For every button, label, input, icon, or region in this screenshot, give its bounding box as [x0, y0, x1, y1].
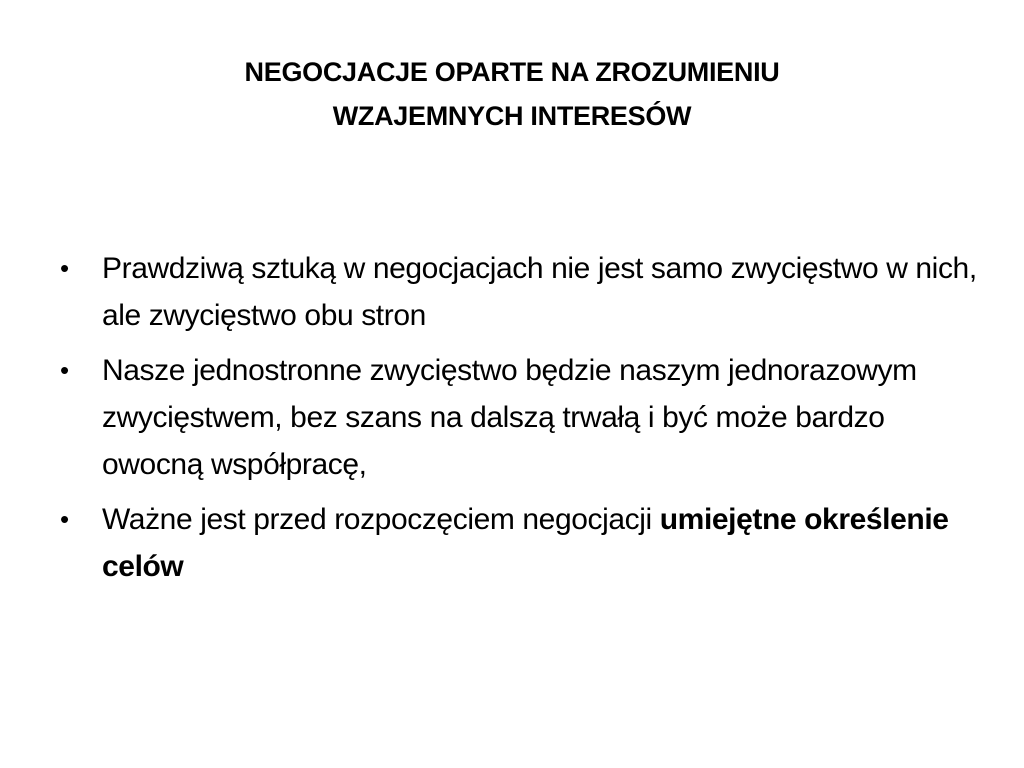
slide-title-line-1: NEGOCJACJE OPARTE NA ZROZUMIENIU — [244, 57, 780, 87]
bullet-bold-text: umiejętne określenie celów — [102, 503, 949, 583]
bullet-text: Prawdziwą sztuką w negocjacjach nie jest samo zwycięstwo w nich, ale zwycięstwo obu stron — [102, 252, 977, 332]
bullet-text: Ważne jest przed rozpoczęciem negocjacji — [102, 503, 660, 536]
bullet-dot-icon: • — [60, 355, 69, 385]
bullet-list — [58, 245, 978, 598]
bullet-item-1 — [58, 245, 978, 339]
bullet-text: Nasze jednostronne zwycięstwo będzie naszym jednorazowym zwycięstwem, bez szans na dalszą trwałą i być może bardzo owocną współpracę, — [102, 354, 917, 481]
bullet-item-2 — [58, 347, 978, 488]
bullet-item-3 — [58, 496, 978, 590]
bullet-dot-icon: • — [60, 504, 69, 534]
slide-title-line-2: WZAJEMNYCH INTERESÓW — [332, 101, 692, 131]
slide-title — [100, 50, 924, 138]
bullet-dot-icon: • — [60, 253, 69, 283]
